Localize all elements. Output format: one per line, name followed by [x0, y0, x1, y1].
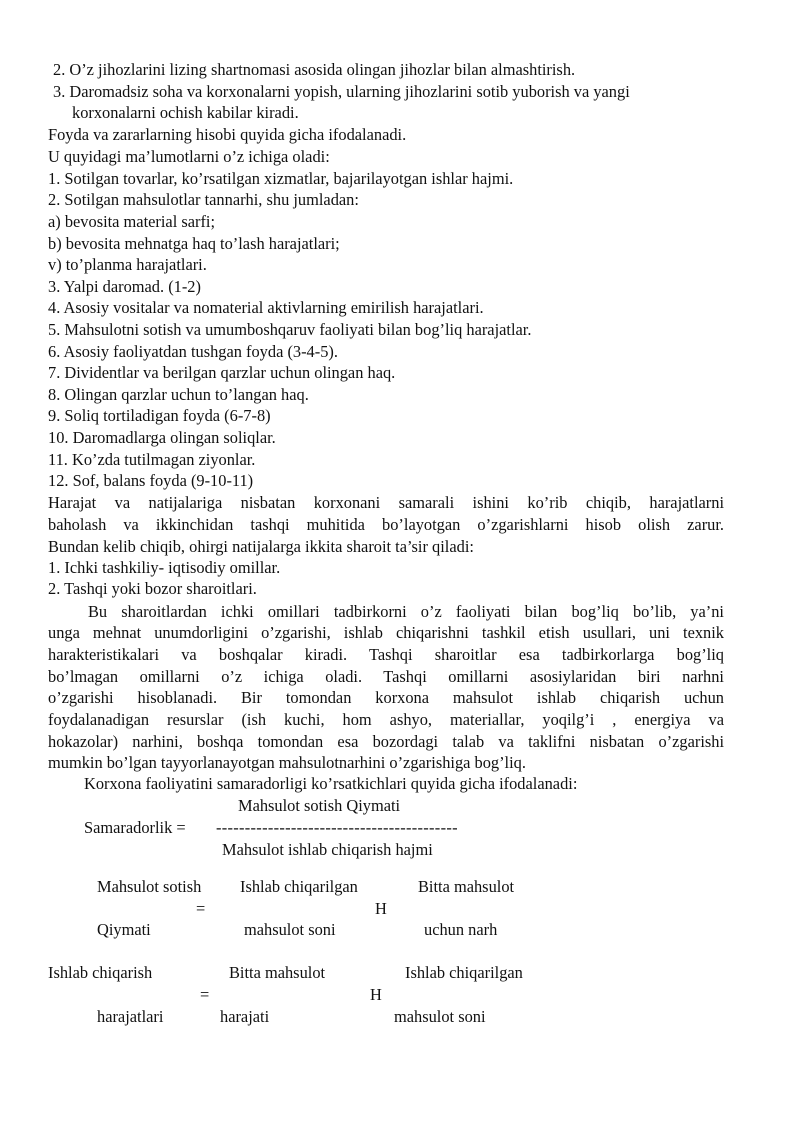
formula2-term: Qiymati [97, 920, 151, 939]
formula3-term: Bitta mahsulot [229, 963, 326, 982]
formula3-term: mahsulot soni [394, 1007, 486, 1026]
list-item: 8. Olingan qarzlar uchun to’langan haq. [48, 385, 309, 404]
list-item: 6. Asosiy faoliyatdan tushgan foyda (3-4-5). [48, 342, 338, 361]
paragraph-line: unga mehnat unumdorligini o’zgarishi, ishlab chiqarishni tashkil etish usullari, uni texnik [48, 623, 724, 642]
formula3-term: Ishlab chiqarish [48, 963, 153, 982]
formula1-fraction-bar: ------------------------------------------ [216, 818, 458, 837]
formula1-numerator: Mahsulot sotish Qiymati [238, 796, 401, 815]
list-item: b) bevosita mehnatga haq to’lash harajatlari; [48, 234, 340, 253]
intro-line: Foyda va zararlarning hisobi quyida gicha ifodalanadi. [48, 125, 407, 144]
formula1-label: Samaradorlik = [84, 818, 186, 837]
list-item: 10. Daromadlarga olingan soliqlar. [48, 428, 276, 447]
list-item: 5. Mahsulotni sotish va umumboshqaruv faoliyati bilan bog’liq harajatlar. [48, 320, 532, 339]
list-item: 3. Yalpi daromad. (1-2) [48, 277, 201, 296]
formula2-term: uchun narh [424, 920, 498, 939]
paragraph-line: Harajat va natijalariga nisbatan korxonani samarali ishini ko’rib chiqib, harajatlarni [48, 493, 724, 512]
paragraph-line: bo’lmagan omillarni o’z ichiga oladi. Tashqi omillarni asosiylaridan biri narhni [48, 667, 724, 686]
list-item: 2. Sotilgan mahsulotlar tannarhi, shu jumladan: [48, 190, 359, 209]
paragraph-line: hokazolar) narhini, boshqa tomondan esa bozordagi talab va taklifni nisbatan o’zgarishi [48, 732, 724, 751]
list-item: 2. O’z jihozlarini lizing shartnomasi asosida olingan jihozlar bilan almashtirish. [53, 60, 576, 79]
list-item: 1. Ichki tashkiliy- iqtisodiy omillar. [48, 558, 281, 577]
paragraph-line: harakteristikalari va boshqalar kiradi. Tashqi sharoitlar esa tadbirkorlarga bog’liq [48, 645, 724, 664]
paragraph-line: foydalanadigan resurslar (ish kuchi, hom ashyo, materiallar, yoqilg’i , energiya va [48, 710, 724, 729]
formula3-operator: H [370, 985, 382, 1004]
intro-line: U quyidagi ma’lumotlarni o’z ichiga oladi: [48, 147, 330, 166]
list-item: 3. Daromadsiz soha va korxonalarni yopish, ularning jihozlarini sotib yuborish va yangi [53, 82, 630, 101]
formula2-operator: H [375, 899, 387, 918]
list-item: 2. Tashqi yoki bozor sharoitlari. [48, 579, 257, 598]
list-item: 12. Sof, balans foyda (9-10-11) [48, 471, 254, 490]
list-item: a) bevosita material sarfi; [48, 212, 216, 231]
paragraph-line: Bundan kelib chiqib, ohirgi natijalarga ikkita sharoit ta’sir qiladi: [48, 537, 474, 556]
formula2-term: Bitta mahsulot [418, 877, 515, 896]
formula2-term: Mahsulot sotish [97, 877, 202, 896]
paragraph-line: baholash va ikkinchidan tashqi muhitida bo’layotgan o’zgarishlarni hisob olish zarur. [48, 515, 724, 534]
list-item: 4. Asosiy vositalar va nomaterial aktivlarning emirilish harajatlari. [48, 298, 484, 317]
formula3-term: Ishlab chiqarilgan [405, 963, 523, 982]
list-item: 9. Soliq tortiladigan foyda (6-7-8) [48, 406, 271, 425]
paragraph-line: Bu sharoitlardan ichki omillari tadbirkorni o’z faoliyati bilan bog’liq bo’lib, ya’ni [88, 602, 724, 621]
formula3-term: harajatlari [97, 1007, 164, 1026]
paragraph-line: o’zgarishi hisoblanadi. Bir tomondan korxona mahsulot ishlab chiqarish uchun [48, 688, 724, 707]
formula2-equals: = [196, 899, 206, 918]
list-item: v) to’planma harajatlari. [48, 255, 207, 274]
list-item: 7. Dividentlar va berilgan qarzlar uchun olingan haq. [48, 363, 396, 382]
list-item-continuation: korxonalarni ochish kabilar kiradi. [72, 103, 299, 122]
list-item: 1. Sotilgan tovarlar, ko’rsatilgan xizmatlar, bajarilayotgan ishlar hajmi. [48, 169, 514, 188]
formula3-equals: = [200, 985, 210, 1004]
indicators-intro: Korxona faoliyatini samaradorligi ko’rsatkichlari quyida gicha ifodalanadi: [84, 774, 578, 793]
formula3-term: harajati [220, 1007, 270, 1026]
paragraph-line: mumkin bo’lgan tayyorlanayotgan mahsulotnarhini o’zgarishiga bog’liq. [48, 753, 526, 772]
formula2-term: Ishlab chiqarilgan [240, 877, 358, 896]
list-item: 11. Ko’zda tutilmagan ziyonlar. [48, 450, 256, 469]
formula2-term: mahsulot soni [244, 920, 336, 939]
formula1-denominator: Mahsulot ishlab chiqarish hajmi [222, 840, 433, 859]
